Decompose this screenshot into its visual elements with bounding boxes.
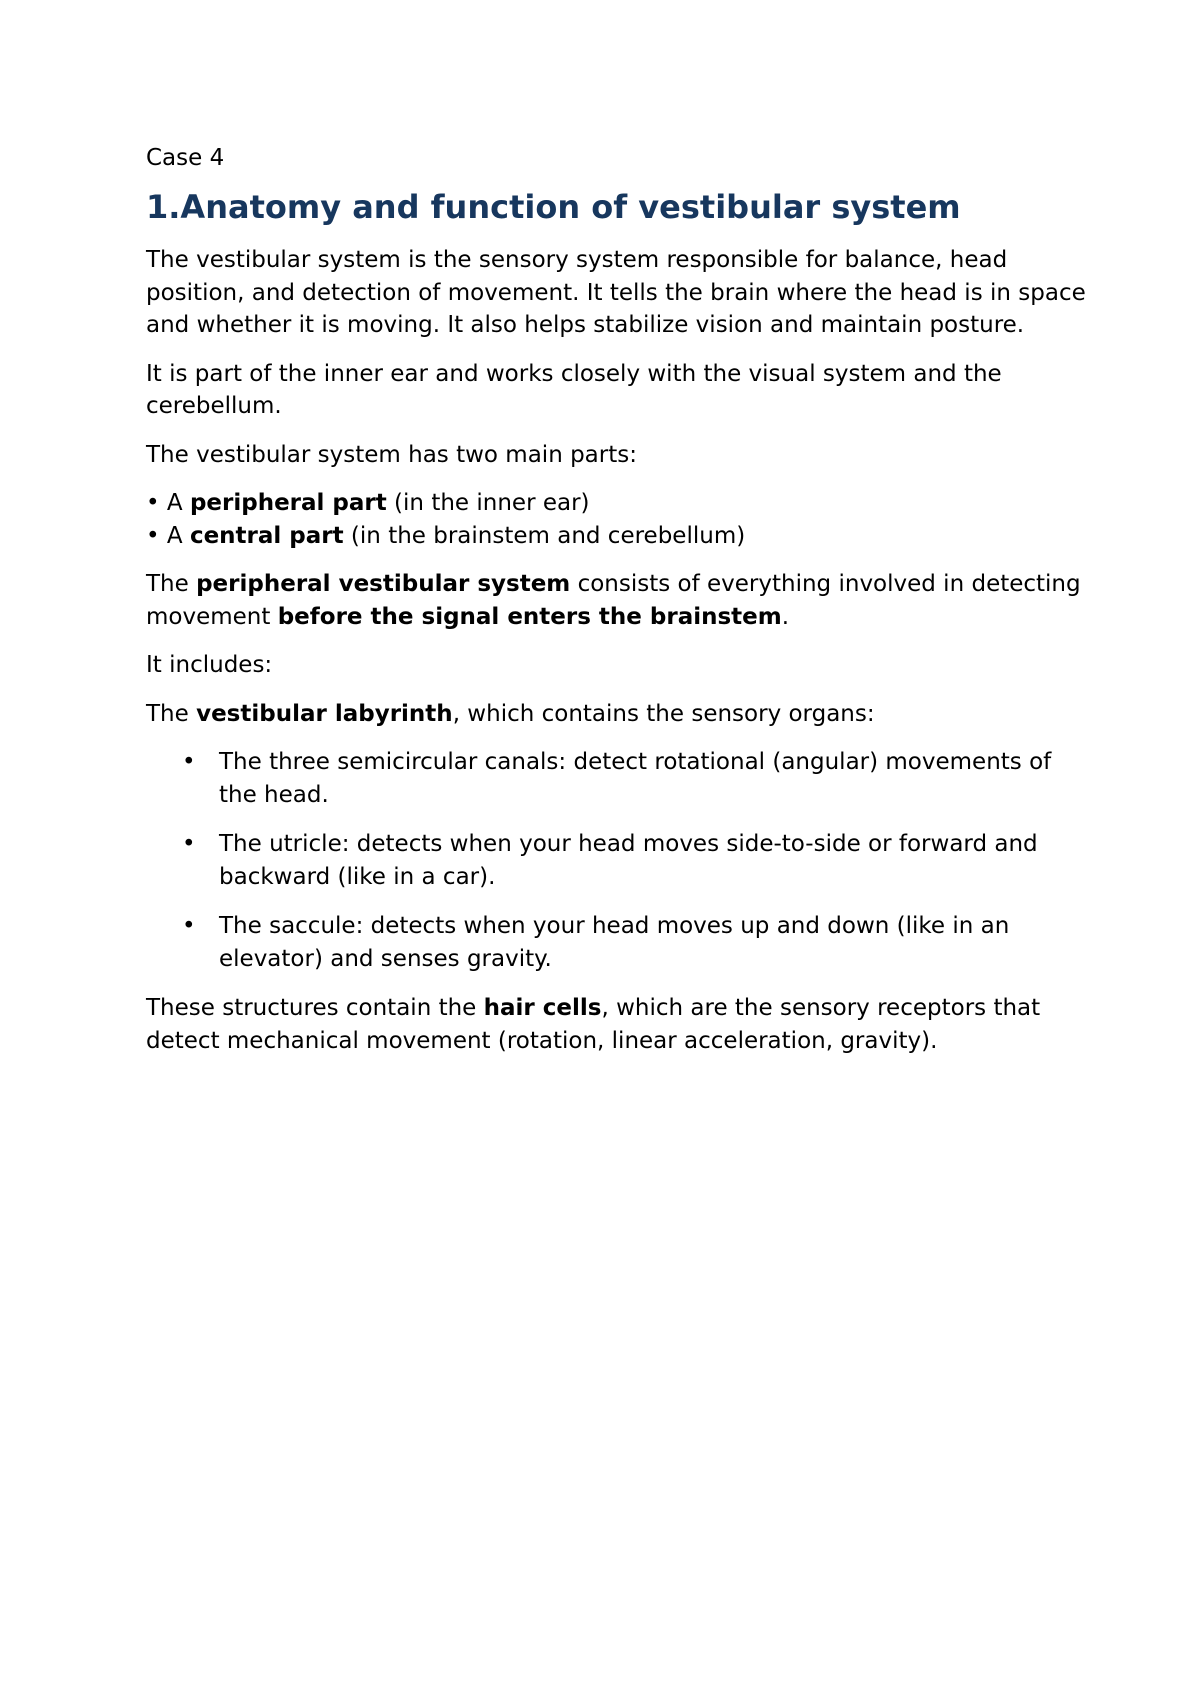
list-item-prefix: A [166,490,190,516]
bold-run: before the signal enters the brainstem [277,603,782,630]
list-item [146,746,1086,811]
bullet-icon: • [182,749,196,775]
peripheral-paragraph [146,568,1086,633]
list-item [146,487,1086,520]
bold-run: peripheral vestibular system [196,571,571,597]
labyrinth-paragraph [146,698,1086,731]
list-item [146,828,1086,893]
case-label: Case 4 [146,145,225,171]
main-parts-paragraph: The vestibular system has two main parts: [146,441,637,468]
section-heading: 1.Anatomy and function of vestibular system [146,188,961,226]
bullet-icon: • [146,490,160,516]
sensory-organs-list [146,746,1086,975]
bold-run: hair cells [483,995,602,1021]
bullet-icon: • [182,913,196,939]
inner-ear-paragraph: It is part of the inner ear and works closely with the visual system and the cerebellum. [146,360,1002,419]
text-run: These structures contain the [146,995,484,1021]
intro-paragraph: The vestibular system is the sensory system responsible for balance, head position, and detection of movement. It tells the brain where the head is in space and whether it is moving. It also helps stabilize vision and maintain posture. [146,247,1086,338]
list-item-rest: (in the inner ear) [386,490,590,516]
bullet-icon: • [146,522,160,549]
bullet-icon: • [182,831,196,857]
list-item-prefix: A [166,522,190,549]
list-item-text: The utricle: detects when your head moves side-to-side or forward and backward (like in a car). [219,831,1038,890]
main-parts-list [146,487,1086,552]
text-run: , which contains the sensory organs: [452,700,875,727]
list-item-bold: peripheral part [189,490,387,516]
text-run: The [146,571,197,597]
list-item [146,910,1086,975]
document-page [146,142,1086,1073]
list-item-bold: central part [189,522,344,549]
includes-paragraph: It includes: [146,652,273,678]
text-run: The [146,700,197,727]
text-run: , which are the sensory receptors that detect mechanical movement (rotation, linear acceleration, gravity). [146,995,1041,1054]
list-item-rest: (in the brainstem and cerebellum) [343,522,746,549]
hair-cells-paragraph [146,992,1086,1057]
text-run: . [781,603,790,630]
bold-run: vestibular labyrinth [196,700,453,727]
list-item-text: The saccule: detects when your head moves up and down (like in an elevator) and senses gravity. [219,913,1010,972]
list-item-text: The three semicircular canals: detect rotational (angular) movements of the head. [219,749,1052,808]
text-run: consists of everything involved in detecting movement [146,571,1081,630]
list-item [146,520,1086,553]
